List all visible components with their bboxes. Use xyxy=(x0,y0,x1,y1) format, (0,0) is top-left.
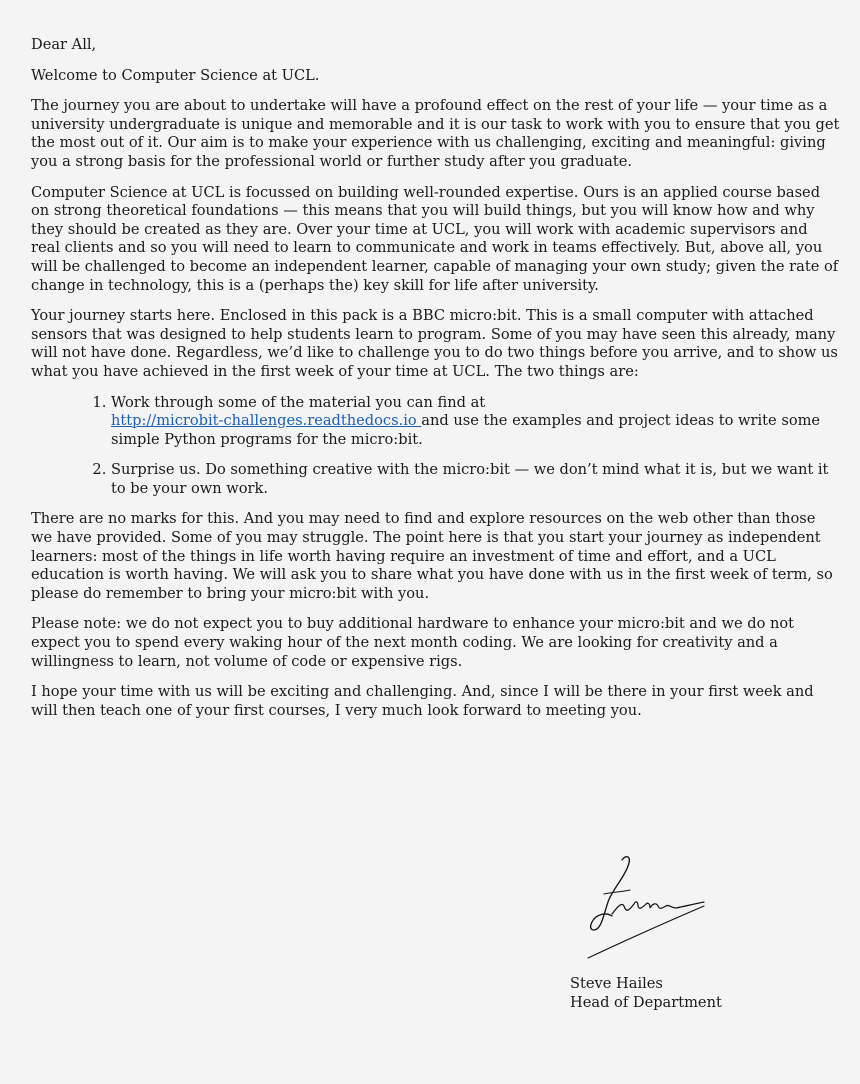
salutation: Dear All, xyxy=(31,36,97,53)
signer-title: Head of Department xyxy=(570,993,722,1011)
challenge-list xyxy=(31,394,841,499)
list-item-1-rest: and use the examples and project ideas to write some simple Python programs for the micro:bit. xyxy=(111,412,821,448)
paragraph-microbit: Your journey starts here. Enclosed in this pack is a BBC micro:bit. This is a small computer with attached sensors that was designed to help students learn to program. Some of you may have seen this already, many will not have done. Regardless, we’d like to challenge you to do two things before you arrive, and to show us what you have achieved in the first week of your time at UCL. The two things are: xyxy=(31,307,838,380)
paragraph-marks: There are no marks for this. And you may need to find and explore resources on the web other than those we have provided. Some of you may struggle. The point here is that you start your journey as independent learners: most of the things in life worth having require an investment of time and effort, and a UCL education is worth having. We will ask you to share what you have done with us in the first week of term, so please do remember to bring your micro:bit with you. xyxy=(31,510,833,602)
paragraph-journey: The journey you are about to undertake will have a profound effect on the rest of your life — your time as a university undergraduate is unique and memorable and it is our task to work with you to ensure that you get the most out of it. Our aim is to make your experience with us challenging, exciting and meaningful: giving you a strong basis for the professional world or further study after you graduate. xyxy=(31,97,840,170)
list-item-surprise-us: 2. Surprise us. Do something creative with the micro:bit — we don’t mind what it is, but we want it to be your own work. xyxy=(111,461,841,498)
paragraph-expertise: Computer Science at UCL is focussed on building well-rounded expertise. Ours is an applied course based on strong theoretical foundations — this means that you will build things, but you will know how and why they should be created as they are. Over your time at UCL, you will work with academic supervisors and real clients and so you will need to learn to communicate and work in teams effectively. But, above all, you will be challenged to become an independent learner, capable of managing your own study; given the rate of change in technology, this is a (perhaps the) key skill for life after university. xyxy=(31,183,839,294)
signoff-block xyxy=(570,975,722,1012)
welcome-line: Welcome to Computer Science at UCL. xyxy=(31,66,320,84)
paragraph-closing: I hope your time with us will be exciting and challenging. And, since I will be there in your first week and will then teach one of your first courses, I very much look forward to meeting you. xyxy=(31,683,814,719)
list-item-work-through xyxy=(111,394,841,450)
handwritten-signature xyxy=(582,850,712,962)
letter-body xyxy=(31,36,841,732)
microbit-challenges-link[interactable]: http://microbit-challenges.readthedocs.io xyxy=(111,412,422,430)
list-item-1-intro: Work through some of the material you can find at xyxy=(111,393,486,411)
paragraph-note: Please note: we do not expect you to buy additional hardware to enhance your micro:bit and we do not expect you to spend every waking hour of the next month coding. We are looking for creativity and a willingness to learn, not volume of code or expensive rigs. xyxy=(31,615,795,670)
signer-name: Steve Hailes xyxy=(570,975,663,992)
